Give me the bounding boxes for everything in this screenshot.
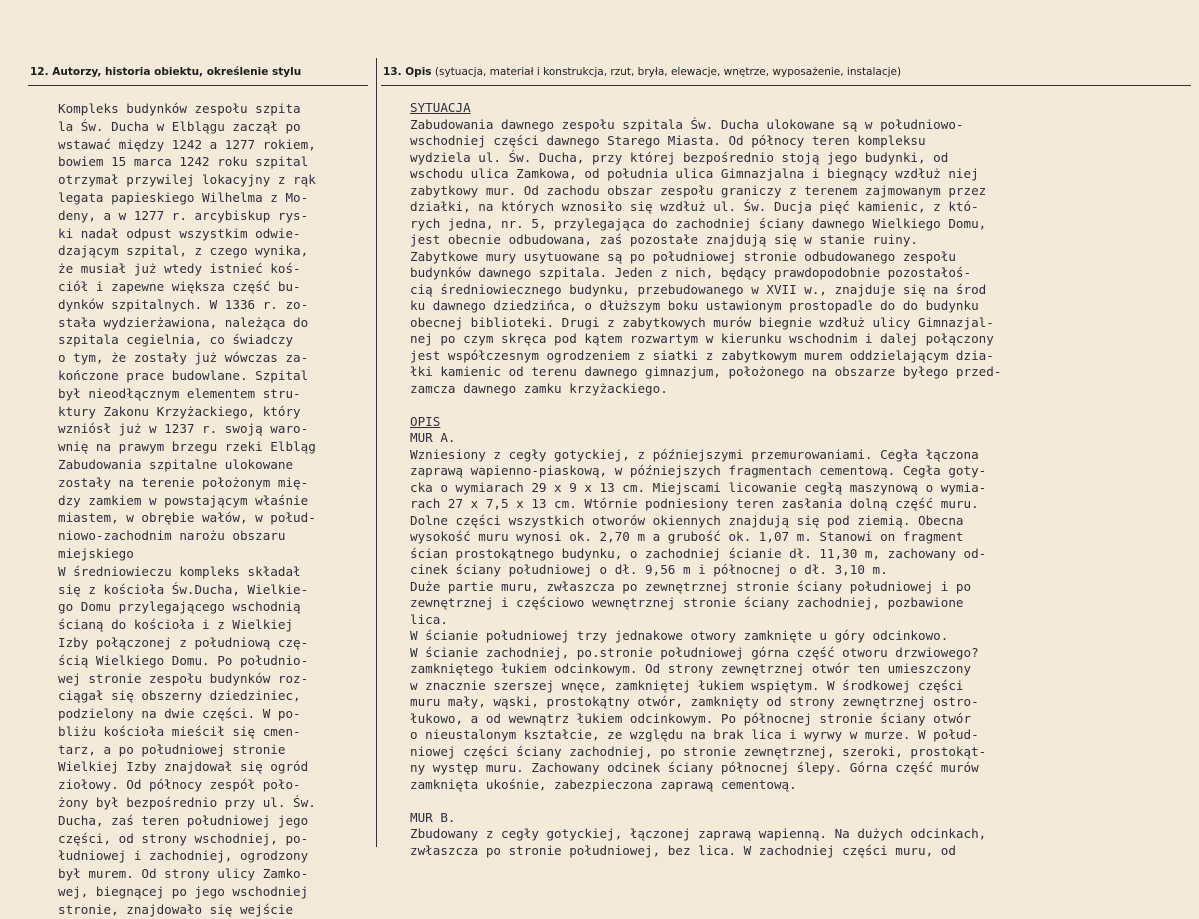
section-13-sublabel: (sytuacja, materiał i konstrukcja, rzut, bryła, elewacje, wnętrze, wyposażenie, instalacje) [431,66,902,78]
history-text-line: ścią Wielkiego Domu. Po południo- [58,652,309,668]
history-text-line: deny, a w 1277 r. arcybiskup rys- [58,207,309,223]
description-text-line: wschodniej części dawnego Starego Miasta. Od północy teren kompleksu [410,133,926,148]
description-text-line: wydziela ul. Św. Ducha, przy której bezpośrednio stoją jego budynki, od [410,149,949,165]
section-12-label: 12. Autorzy, historia obiektu, określenie stylu [30,66,302,78]
history-text-line: legata papieskiego Wilhelma z Mo- [58,189,309,205]
description-text-line: zamkniętego łukiem odcinkowym. Od strony zewnętrznej otwór ten umieszczony [410,661,972,676]
history-text-line: że musiał już wtedy istnieć koś- [58,261,301,277]
history-text-line: otrzymał przywilej lokacyjny z rąk [58,172,316,188]
description-text-line: Duże partie muru, zwłaszcza po zewnętrznej stronie ściany południowej i po [410,578,972,594]
description-text-line: zamcza dawnego zamku krzyżackiego. [410,380,668,396]
description-text-line: cią średniowiecznego budynku, przebudowanego w XVII w., znajduje się na środ [410,281,987,297]
history-text-line: był nieodłącznym elementem stru- [58,385,301,401]
history-text-line: dzającym szpital, z czego wynika, [58,243,309,259]
history-text-line: Ducha, zaś teren południowej jego [58,812,309,828]
history-text-line: Izby połączonej z południową czę- [58,634,309,650]
history-text-line: szpitala cegielnia, co świadczy [58,332,294,348]
section-12-header [30,66,301,78]
description-text-line: wysokość muru wynosi ok. 2,70 m a grubość ok. 1,07 m. Stanowi on fragment [410,529,964,544]
history-text-line: Wielkiej Izby znajdował się ogród [58,759,309,775]
history-text-line: o tym, że zostały już wówczas za- [58,350,309,366]
description-text-line: MUR A. [410,430,456,445]
history-text-column [58,100,316,919]
history-text-line: go Domu przylegającego wschodnią [58,599,301,615]
history-text-line: la Św. Ducha w Elblągu zaczął po [58,118,301,134]
description-text-line: ny występ muru. Zachowany odcinek ściany północnej ślepy. Górna część murów [410,760,979,775]
section-heading: OPIS [410,413,441,429]
history-text-line: wej, biegnącej po jego wschodniej [58,884,309,900]
description-text-line: lica. [410,611,448,627]
history-text-line: wzniósł już w 1237 r. swoją waro- [58,421,309,437]
description-text-line: W ścianie zachodniej, po.stronie południowej górna część otworu drzwiowego? [410,644,979,660]
description-text-line: niowej części ściany zachodniej, po stronie zewnętrznej, szeroki, prostokąt- [410,743,987,759]
description-text-line: Wzniesiony z cegły gotyckiej, z późniejszymi przemurowaniami. Cegła łączona [410,446,979,462]
description-text-line: obecnej biblioteki. Drugi z zabytkowych murów biegnie wzdłuż ulicy Gimnazjal- [410,314,994,330]
description-text-line: rych jedna, nr. 5, przylegająca do zachodniej ściany dawnego Wielkiego Domu, [410,215,987,231]
description-text-line: cinek ściany południowej o dł. 9,56 m i północnej o dł. 3,10 m. [410,562,888,577]
description-text-line: W ścianie południowej trzy jednakowe otwory zamknięte u góry odcinkowo. [410,628,949,643]
left-header-rule [28,85,368,86]
description-text-line: budynków dawnego szpitala. Jeden z nich, będący prawdopodobnie pozostałoś- [410,265,972,280]
description-text-line: łukowo, a od wewnątrz łukiem odcinkowym. Po północnej stronie ściany otwór [410,710,972,726]
description-text-line: cka o wymiarach 29 x 9 x 13 cm. Miejscami licowanie cegłą maszynową o wymia- [410,479,987,495]
description-text-line: ścian prostokątnego budynku, o zachodniej ścianie dł. 11,30 m, zachowany od- [410,545,987,561]
description-text-line: muru mały, wąski, prostokątny otwór, zamknięty od strony zewnętrznej ostro- [410,694,979,709]
history-text-line: ciół i zapewne większa część bu- [58,278,301,294]
history-text-line: bliżu kościoła mieścił się cmen- [58,723,301,739]
history-text-line: wnię na prawym brzegu rzeki Elbląg [58,439,316,455]
history-text-line: ścianą do kościoła i z Wielkiej [58,617,294,633]
description-text-line: ku dawnego dziedzińca, o dłuższym boku ustawionym prostopadle do do budynku [410,298,979,313]
history-text-line: miejskiego [58,545,134,561]
description-text-line: MUR B. [410,809,456,825]
history-text-line: się z kościoła Św.Ducha, Wielkie- [58,581,309,597]
history-text-line: wstawać między 1242 a 1277 rokiem, [58,136,316,152]
description-text-line: zaprawą wapienno-piaskową, w późniejszych fragmentach cementową. Cegła goty- [410,463,987,478]
description-text-column [410,100,1001,859]
history-text-line: dzy zamkiem w powstającym właśnie [58,492,309,508]
description-text-line: Zabytkowe mury usytuowane są po południowej stronie odbudowanego zespołu [410,248,956,264]
description-text-line: nej po czym skręca pod kątem rozwartym w kierunku wschodnim i dalej połączony [410,331,994,346]
section-heading: SYTUACJA [410,100,471,115]
description-text-line: działki, na których wznosiło się wzdłuż ul. Św. Ducja pięć kamienic, z któ- [410,199,979,214]
history-text-line: ziołowy. Od północy zespół poło- [58,777,301,793]
description-text-line [410,397,1001,414]
description-text-line: Zabudowania dawnego zespołu szpitala Św. Ducha ulokowane są w południowo- [410,116,964,132]
history-text-line: Zabudowania szpitalne ulokowane [58,456,294,472]
history-text-line: tarz, a po południowej stronie [58,741,286,757]
description-text-line: zwłaszcza po stronie południowej, bez lica. W zachodniej części muru, od [410,842,956,858]
description-text-line: jest współczesnym ogrodzeniem z siatki z zabytkowym murem oddzielającym dzia- [410,347,994,363]
history-text-line: łudniowej i zachodniej, ogrodzony [58,848,309,864]
history-text-line: ki nadał odpust wszystkim odwie- [58,225,301,241]
history-text-line: Kompleks budynków zespołu szpita [58,101,301,116]
description-text-line: Zbudowany z cegły gotyckiej, łączonej zaprawą wapienną. Na dużych odcinkach, [410,826,987,841]
history-text-line: W średniowieczu kompleks składał [58,563,301,579]
section-13-header [383,66,901,78]
history-text-line: stronie, znajdowało się wejście [58,901,294,917]
history-text-line: żony był bezpośrednio przy ul. Św. [58,795,316,811]
description-text-line: rach 27 x 7,5 x 13 cm. Wtórnie podniesiony teren zasłania dolną część muru. [410,496,979,511]
description-text-line: zabytkowy mur. Od zachodu obszar zespołu graniczy z terenem zajmowanym przez [410,182,987,198]
description-text-line: o nieustalonym kształcie, ze względu na brak lica i wyrwy w murze. W połud- [410,727,979,742]
description-text-line [410,793,1001,810]
history-text-line: był murem. Od strony ulicy Zamko- [58,866,309,882]
right-header-rule [381,85,1191,86]
description-text-line: zewnętrznej i częściowo wewnętrznej stronie ściany zachodniej, pozbawione [410,595,964,610]
history-text-line: części, od strony wschodniej, po- [58,830,309,846]
history-text-line: ciągał się obszerny dziedziniec, [58,688,301,704]
history-text-line: wej stronie zespołu budynków roz- [58,670,309,686]
description-text-line: łki kamienic od terenu dawnego gimnazjum, położonego na obszarze byłego przed- [410,364,1002,379]
history-text-line: niowo-zachodnim narożu obszaru [58,528,286,544]
description-text-line: zamknięta ukośnie, zabezpieczona zaprawą cementową. [410,776,797,792]
description-text-line: wschodu ulica Zamkowa, od południa ulica Gimnazjalna i biegnący wzdłuż niej [410,166,979,181]
history-text-line: zostały na terenie położonym mię- [58,474,309,490]
history-text-line: stała wydzierżawiona, należąca do [58,314,309,330]
description-text-line: w znacznie szerszej wnęce, zamkniętej łukiem wspiętym. W środkowej części [410,677,964,693]
column-divider [376,58,377,847]
history-text-line: miastem, w obrębie wałów, w połud- [58,510,316,526]
description-text-line: Dolne części wszystkich otworów okiennych znajdują się pod ziemią. Obecna [410,512,964,528]
section-13-label: 13. Opis [383,66,432,78]
history-text-line: kończone prace budowlane. Szpital [58,367,309,383]
history-text-line: dynków szpitalnych. W 1336 r. zo- [58,296,309,312]
history-text-line: ktury Zakonu Krzyżackiego, który [58,403,301,419]
history-text-line: podzielony na dwie części. W po- [58,706,301,722]
history-text-line: bowiem 15 marca 1242 roku szpital [58,154,309,170]
description-text-line: jest obecnie odbudowana, zaś pozostałe znajdują się w stanie ruiny. [410,232,918,247]
